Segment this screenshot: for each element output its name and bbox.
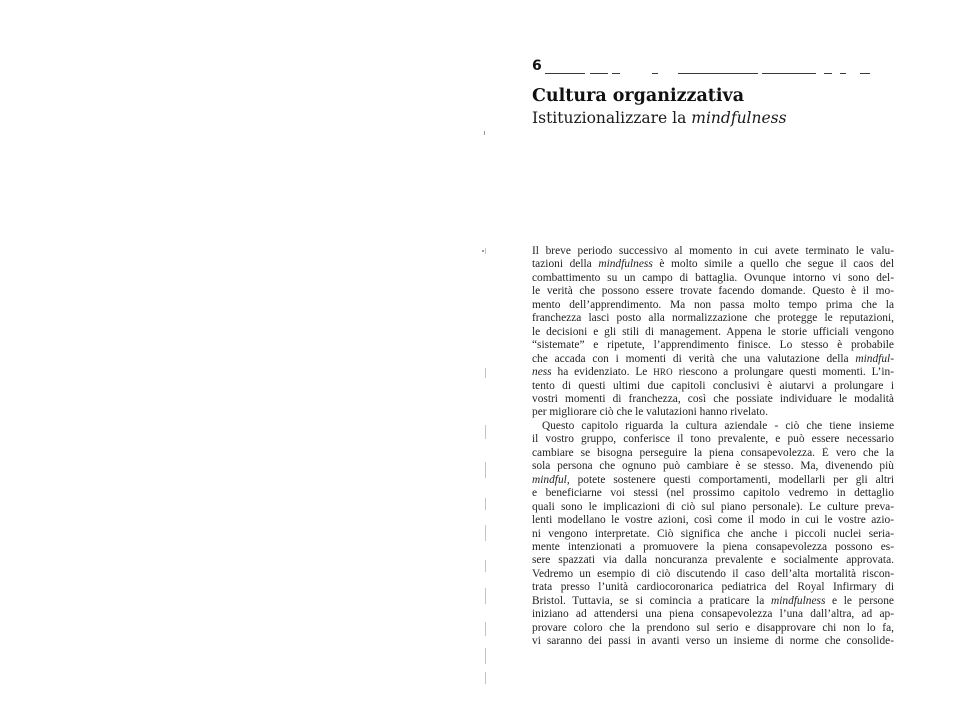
text-line <box>532 622 894 635</box>
text-fragment: “sistemate” e ripetute, l’apprendimento finisce. Lo stesso è probabile <box>532 339 894 352</box>
chapter-rule <box>590 73 608 74</box>
text-fragment: quali sono le implicazioni di ciò sul piano personale). Le culture preva- <box>532 500 894 513</box>
chapter-rule <box>612 73 620 74</box>
text-fragment: iniziano ad attendersi una piena consapevolezza l’una dall’altra, ad ap- <box>532 608 894 621</box>
italic-term: mindful <box>532 473 567 486</box>
gutter-mark <box>485 498 486 510</box>
text-line <box>532 339 894 352</box>
chapter-rule <box>678 73 758 74</box>
gutter-mark <box>485 368 486 378</box>
chapter-subtitle-emphasis: mindfulness <box>691 109 787 127</box>
gutter-mark <box>485 525 486 541</box>
text-fragment: sere spazzati via dalla noncuranza prevalente e socialmente approvata. <box>532 554 894 567</box>
text-line <box>532 581 894 594</box>
text-fragment: cambiare se bisogna perseguire la piena consapevolezza. È vero che la <box>532 446 894 459</box>
text-line <box>532 514 894 527</box>
gutter-mark <box>485 248 486 254</box>
text-line <box>532 272 894 285</box>
text-line <box>532 312 894 325</box>
italic-term: mindfulness <box>598 258 653 271</box>
italic-term: mindful- <box>855 352 894 365</box>
text-fragment: Vedremo un esempio di ciò discutendo il caso dell’alta mortalità riscon- <box>532 567 894 580</box>
text-fragment: lenti modellano le vostre azioni, così come il modo in cui le vostre azio- <box>532 514 894 527</box>
chapter-rule <box>652 73 658 74</box>
text-line <box>532 258 894 271</box>
text-line <box>532 460 894 473</box>
text-line <box>532 326 894 339</box>
text-line <box>532 528 894 541</box>
text-line <box>532 608 894 621</box>
text-fragment: e beneficiarne voi stessi (nel prossimo capitolo vedremo in dettaglio <box>532 487 894 500</box>
text-fragment: tento di questi ultimi due capitoli conclusivi è aiutarvi a prolungare i <box>532 379 894 392</box>
text-line <box>532 447 894 460</box>
text-line <box>532 406 894 419</box>
text-line <box>532 299 894 312</box>
chapter-subtitle <box>532 109 787 127</box>
text-fragment: che accada con i momenti di verità che una valutazione della <box>532 352 856 365</box>
chapter-rule <box>860 73 870 74</box>
text-line <box>532 595 894 608</box>
text-fragment: franchezza lasci posto alla normalizzazione che protegge le reputazioni, <box>532 312 894 325</box>
text-fragment: ha evidenziato. Le <box>551 366 654 379</box>
text-fragment: Questo capitolo riguarda la cultura aziendale - ciò che tiene insieme <box>542 419 894 432</box>
body-text <box>532 245 894 649</box>
chapter-rule <box>762 73 816 74</box>
text-fragment: trata presso l’unità cardiocoronarica pediatrica del Royal Infirmary di <box>532 581 894 594</box>
text-fragment: e le persone <box>825 594 894 607</box>
chapter-rule <box>824 73 832 74</box>
text-line <box>532 353 894 366</box>
text-fragment: vostri momenti di franchezza, così che possiate individuare le modalità <box>532 392 894 405</box>
text-line <box>532 285 894 298</box>
text-line <box>532 245 894 258</box>
text-line <box>532 501 894 514</box>
gutter-mark <box>485 622 486 636</box>
text-fragment: provare coloro che la prendono sul serio e disapprovare chi non lo fa, <box>532 621 894 634</box>
text-fragment: ni vengono interpretate. Ciò significa che anche i piccoli nuclei seria- <box>532 527 894 540</box>
gutter-mark <box>485 588 486 604</box>
text-line <box>532 541 894 554</box>
text-fragment: per migliorare ciò che le valutazioni hanno rivelato. <box>532 406 768 419</box>
text-fragment: tazioni della <box>532 258 599 271</box>
chapter-title: Cultura organizzativa <box>532 86 745 106</box>
text-fragment: sola persona che ognuno può cambiare è se stesso. Ma, divenendo più <box>532 460 894 473</box>
gutter-mark <box>485 672 486 684</box>
text-fragment: è molto simile a quello che segue il caos del <box>652 258 894 271</box>
text-fragment: le decisioni e gli stili di management. Appena le storie ufficiali vengono <box>532 325 894 338</box>
italic-term: mindfulness <box>770 594 826 607</box>
text-line <box>532 433 894 446</box>
text-fragment: riescono a prolungare questi momenti. L’in- <box>672 366 894 379</box>
gutter-mark <box>485 560 486 572</box>
italic-term: ness <box>532 366 552 379</box>
chapter-rule <box>545 73 585 74</box>
text-line <box>532 420 894 433</box>
text-fragment: , potete sostenere questi comportamenti, modellarli per gli altri <box>566 473 894 486</box>
text-line <box>532 366 894 379</box>
text-fragment: HRO <box>653 367 673 378</box>
text-fragment: mente intenzionati a promuovere la piena consapevolezza possono es- <box>532 540 894 553</box>
text-fragment: Il breve periodo successivo al momento in cui avete terminato le valu- <box>532 245 894 257</box>
chapter-subtitle-prefix: Istituzionalizzare la <box>532 109 692 127</box>
text-fragment: Bristol. Tuttavia, se si comincia a praticare la <box>532 594 771 607</box>
chapter-number: 6 <box>532 58 542 74</box>
text-fragment: mento dell’apprendimento. Ma non passa molto tempo prima che la <box>532 298 894 311</box>
text-fragment: le verità che possono essere trovate facendo domande. Questo è il mo- <box>532 285 894 298</box>
gutter-mark <box>485 648 486 664</box>
gutter-mark <box>485 425 486 439</box>
text-line <box>532 635 894 648</box>
chapter-rule <box>840 73 846 74</box>
text-line <box>532 568 894 581</box>
text-line <box>532 474 894 487</box>
scan-speck <box>484 131 485 135</box>
scan-speck <box>482 250 484 252</box>
text-line <box>532 393 894 406</box>
text-fragment: il vostro gruppo, conferisce il tono prevalente, e può essere necessario <box>532 433 894 446</box>
text-fragment: combattimento su un campo di battaglia. Ovunque intorno vi sono del- <box>532 271 894 284</box>
text-line <box>532 554 894 567</box>
gutter-mark <box>485 462 486 478</box>
text-fragment: vi saranno dei passi in avanti verso un insieme di norme che consolide- <box>532 635 894 648</box>
text-line <box>532 487 894 500</box>
text-line <box>532 380 894 393</box>
